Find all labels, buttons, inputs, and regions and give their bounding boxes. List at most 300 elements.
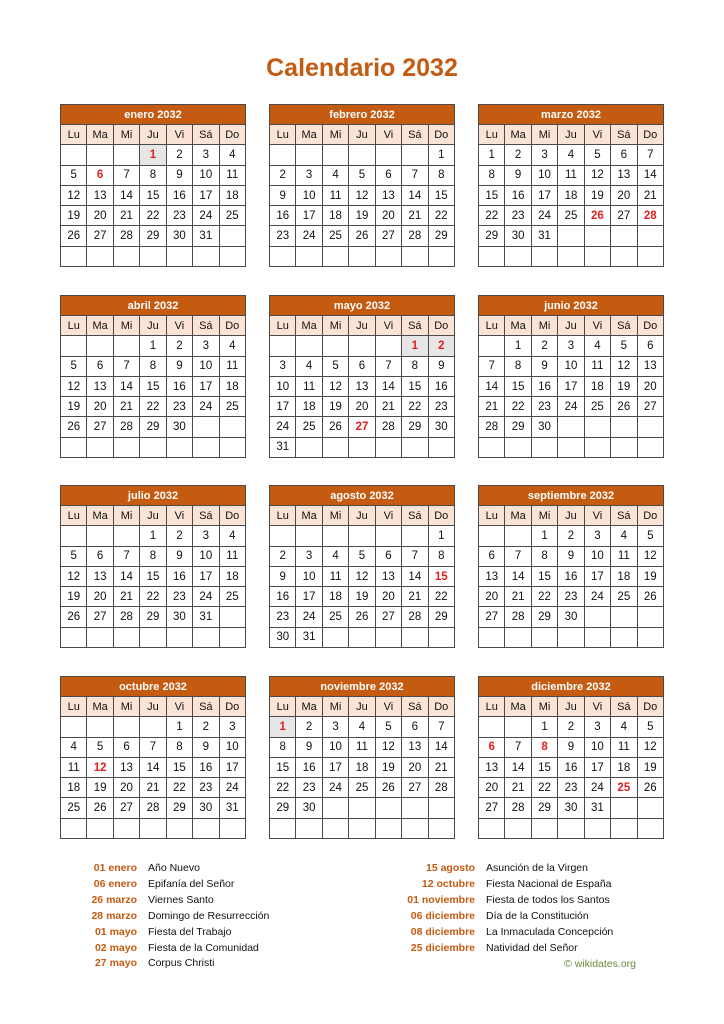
day-cell: 21 — [479, 397, 505, 417]
empty-day-cell — [166, 818, 192, 838]
empty-day-cell — [140, 717, 166, 737]
empty-day-cell — [193, 246, 219, 266]
day-cell: 17 — [296, 206, 322, 226]
empty-day-cell — [113, 246, 139, 266]
empty-day-cell — [166, 627, 192, 647]
day-cell: 9 — [505, 165, 531, 185]
day-cell: 31 — [531, 226, 557, 246]
day-cell: 25 — [349, 778, 375, 798]
day-cell: 31 — [270, 437, 296, 457]
day-cell: 27 — [402, 778, 428, 798]
day-cell: 12 — [637, 737, 663, 757]
empty-day-cell — [402, 818, 428, 838]
day-cell: 2 — [166, 145, 192, 165]
day-cell: 17 — [270, 397, 296, 417]
day-cell: 9 — [193, 737, 219, 757]
day-cell: 17 — [193, 185, 219, 205]
day-cell: 9 — [558, 737, 584, 757]
day-cell: 15 — [270, 757, 296, 777]
day-cell: 28 — [505, 607, 531, 627]
holiday-date: 25 diciembre — [410, 941, 475, 954]
weekday-label: Do — [637, 125, 663, 145]
empty-day-cell — [505, 526, 531, 546]
day-cell: 13 — [479, 566, 505, 586]
weekday-label: Lu — [479, 506, 505, 526]
day-cell: 30 — [166, 607, 192, 627]
day-cell: 23 — [428, 397, 454, 417]
day-cell: 23 — [166, 397, 192, 417]
day-cell: 14 — [402, 566, 428, 586]
empty-day-cell — [322, 627, 348, 647]
holiday-date: 15 agosto — [425, 862, 475, 874]
weekday-label: Ma — [87, 316, 113, 336]
day-cell: 10 — [322, 737, 348, 757]
day-cell: 29 — [140, 607, 166, 627]
day-cell: 9 — [166, 165, 192, 185]
day-cell: 3 — [193, 145, 219, 165]
empty-day-cell — [505, 717, 531, 737]
day-cell: 19 — [584, 185, 610, 205]
day-cell: 25 — [584, 397, 610, 417]
weekday-label: Ma — [296, 697, 322, 717]
holiday-date: 01 mayo — [94, 925, 137, 938]
day-cell: 11 — [584, 356, 610, 376]
empty-day-cell — [296, 526, 322, 546]
day-cell: 19 — [611, 376, 637, 396]
weekday-label: Sá — [611, 316, 637, 336]
day-cell: 8 — [428, 546, 454, 566]
day-cell: 18 — [61, 778, 87, 798]
holiday-day-cell: 2 — [428, 336, 454, 356]
day-cell: 15 — [531, 566, 557, 586]
day-cell: 28 — [375, 417, 401, 437]
day-cell: 8 — [140, 546, 166, 566]
day-cell: 18 — [322, 587, 348, 607]
empty-day-cell — [611, 226, 637, 246]
empty-day-cell — [375, 437, 401, 457]
day-cell: 19 — [637, 566, 663, 586]
day-cell: 29 — [270, 798, 296, 818]
day-cell: 28 — [113, 607, 139, 627]
day-cell: 6 — [479, 546, 505, 566]
empty-day-cell — [166, 246, 192, 266]
empty-day-cell — [61, 336, 87, 356]
holiday-day-cell: 25 — [611, 778, 637, 798]
day-cell: 19 — [61, 206, 87, 226]
day-cell: 22 — [166, 778, 192, 798]
day-cell: 13 — [375, 185, 401, 205]
weekday-label: Lu — [270, 506, 296, 526]
day-cell: 12 — [61, 566, 87, 586]
day-cell: 2 — [166, 336, 192, 356]
day-cell: 18 — [611, 757, 637, 777]
holiday-name: Corpus Christi — [148, 957, 215, 970]
empty-day-cell — [558, 246, 584, 266]
empty-day-cell — [584, 818, 610, 838]
day-cell: 6 — [375, 546, 401, 566]
holiday-day-cell: 8 — [531, 737, 557, 757]
day-cell: 16 — [296, 757, 322, 777]
day-cell: 17 — [322, 757, 348, 777]
weekday-label: Ju — [349, 125, 375, 145]
day-cell: 24 — [584, 587, 610, 607]
month-calendar — [478, 676, 664, 839]
page-title: Calendario 2032 — [266, 54, 458, 82]
empty-day-cell — [479, 437, 505, 457]
empty-day-cell — [402, 145, 428, 165]
day-cell: 28 — [402, 607, 428, 627]
holiday-name: La Inmaculada Concepción — [486, 925, 614, 938]
day-cell: 10 — [193, 546, 219, 566]
day-cell: 12 — [61, 376, 87, 396]
day-cell: 3 — [584, 526, 610, 546]
day-cell: 22 — [140, 206, 166, 226]
empty-day-cell — [637, 818, 663, 838]
empty-day-cell — [219, 607, 245, 627]
day-cell: 25 — [219, 397, 245, 417]
holiday-name: Fiesta de la Comunidad — [148, 941, 259, 954]
day-cell: 17 — [193, 566, 219, 586]
holiday-day-cell: 12 — [87, 757, 113, 777]
day-cell: 24 — [322, 778, 348, 798]
day-cell: 21 — [505, 587, 531, 607]
holiday-day-cell: 6 — [87, 165, 113, 185]
holiday-name: Año Nuevo — [148, 862, 200, 874]
empty-day-cell — [375, 145, 401, 165]
day-cell: 5 — [637, 717, 663, 737]
day-cell: 25 — [219, 587, 245, 607]
day-cell: 1 — [428, 526, 454, 546]
empty-day-cell — [87, 437, 113, 457]
holiday-day-cell: 27 — [349, 417, 375, 437]
day-cell: 8 — [270, 737, 296, 757]
day-cell: 8 — [531, 546, 557, 566]
day-cell: 11 — [349, 737, 375, 757]
weekday-label: Lu — [479, 125, 505, 145]
day-cell: 5 — [584, 145, 610, 165]
empty-day-cell — [113, 818, 139, 838]
weekday-label: Ju — [140, 506, 166, 526]
holiday-name: Fiesta de todos los Santos — [486, 893, 610, 906]
empty-day-cell — [270, 246, 296, 266]
weekday-label: Mi — [531, 506, 557, 526]
day-cell: 31 — [193, 607, 219, 627]
day-cell: 29 — [531, 607, 557, 627]
weekday-label: Vi — [166, 697, 192, 717]
empty-day-cell — [505, 437, 531, 457]
day-cell: 28 — [402, 226, 428, 246]
holiday-item — [372, 925, 613, 941]
holiday-day-cell: 15 — [428, 566, 454, 586]
day-cell: 27 — [479, 607, 505, 627]
holiday-item — [60, 893, 269, 909]
weekday-label: Do — [428, 125, 454, 145]
day-cell: 24 — [193, 587, 219, 607]
day-cell: 15 — [505, 376, 531, 396]
weekday-label: Mi — [322, 697, 348, 717]
day-cell: 25 — [611, 587, 637, 607]
day-cell: 24 — [193, 397, 219, 417]
weekday-label: Mi — [322, 316, 348, 336]
weekday-label: Sá — [402, 506, 428, 526]
empty-day-cell — [531, 818, 557, 838]
day-cell: 30 — [193, 798, 219, 818]
day-cell: 20 — [402, 757, 428, 777]
empty-day-cell — [87, 526, 113, 546]
month-calendar — [60, 104, 246, 267]
weekday-label: Mi — [113, 506, 139, 526]
day-cell: 30 — [558, 798, 584, 818]
day-cell: 24 — [531, 206, 557, 226]
day-cell: 25 — [558, 206, 584, 226]
weekday-label: Ma — [87, 506, 113, 526]
month-name: abril 2032 — [61, 296, 246, 316]
day-cell: 23 — [166, 206, 192, 226]
day-cell: 8 — [505, 356, 531, 376]
day-cell: 12 — [61, 185, 87, 205]
day-cell: 6 — [611, 145, 637, 165]
holiday-day-cell: 1 — [402, 336, 428, 356]
day-cell: 30 — [296, 798, 322, 818]
day-cell: 28 — [113, 226, 139, 246]
day-cell: 27 — [87, 607, 113, 627]
day-cell: 19 — [349, 206, 375, 226]
holiday-date: 06 enero — [93, 877, 137, 890]
day-cell: 11 — [296, 376, 322, 396]
empty-day-cell — [479, 246, 505, 266]
day-cell: 13 — [87, 376, 113, 396]
day-cell: 5 — [322, 356, 348, 376]
day-cell: 29 — [479, 226, 505, 246]
weekday-label: Lu — [61, 506, 87, 526]
day-cell: 24 — [558, 397, 584, 417]
empty-day-cell — [87, 717, 113, 737]
holiday-date: 12 octubre — [421, 877, 475, 890]
empty-day-cell — [193, 818, 219, 838]
empty-day-cell — [375, 526, 401, 546]
day-cell: 4 — [322, 546, 348, 566]
holiday-date: 28 marzo — [91, 909, 137, 922]
day-cell: 16 — [166, 185, 192, 205]
day-cell: 10 — [584, 737, 610, 757]
day-cell: 9 — [428, 356, 454, 376]
day-cell: 7 — [637, 145, 663, 165]
day-cell: 8 — [140, 165, 166, 185]
empty-day-cell — [611, 627, 637, 647]
day-cell: 7 — [505, 737, 531, 757]
day-cell: 27 — [611, 206, 637, 226]
day-cell: 7 — [113, 546, 139, 566]
day-cell: 10 — [558, 356, 584, 376]
month-calendar — [60, 295, 246, 458]
day-cell: 16 — [270, 206, 296, 226]
day-cell: 4 — [219, 145, 245, 165]
day-cell: 2 — [193, 717, 219, 737]
day-cell: 22 — [428, 587, 454, 607]
weekday-label: Sá — [193, 125, 219, 145]
weekday-label: Do — [428, 697, 454, 717]
day-cell: 2 — [558, 717, 584, 737]
day-cell: 6 — [402, 717, 428, 737]
empty-day-cell — [375, 818, 401, 838]
day-cell: 18 — [296, 397, 322, 417]
empty-day-cell — [322, 526, 348, 546]
day-cell: 14 — [113, 566, 139, 586]
day-cell: 7 — [479, 356, 505, 376]
weekday-label: Vi — [166, 125, 192, 145]
empty-day-cell — [584, 246, 610, 266]
day-cell: 26 — [61, 417, 87, 437]
month-name: septiembre 2032 — [479, 486, 664, 506]
day-cell: 30 — [505, 226, 531, 246]
day-cell: 6 — [113, 737, 139, 757]
day-cell: 20 — [375, 206, 401, 226]
empty-day-cell — [296, 336, 322, 356]
holiday-date: 27 mayo — [94, 957, 137, 970]
empty-day-cell — [193, 437, 219, 457]
day-cell: 30 — [531, 417, 557, 437]
day-cell: 10 — [219, 737, 245, 757]
holiday-item — [60, 941, 269, 957]
weekday-label: Vi — [584, 506, 610, 526]
day-cell: 14 — [505, 566, 531, 586]
day-cell: 26 — [349, 607, 375, 627]
day-cell: 4 — [349, 717, 375, 737]
day-cell: 17 — [219, 757, 245, 777]
day-cell: 9 — [270, 566, 296, 586]
day-cell: 16 — [558, 566, 584, 586]
day-cell: 2 — [270, 165, 296, 185]
empty-day-cell — [219, 818, 245, 838]
weekday-label: Ju — [558, 506, 584, 526]
empty-day-cell — [270, 818, 296, 838]
empty-day-cell — [349, 627, 375, 647]
empty-day-cell — [428, 627, 454, 647]
day-cell: 22 — [140, 397, 166, 417]
day-cell: 19 — [322, 397, 348, 417]
day-cell: 31 — [584, 798, 610, 818]
day-cell: 16 — [166, 566, 192, 586]
day-cell: 14 — [113, 376, 139, 396]
day-cell: 3 — [296, 165, 322, 185]
month-name: junio 2032 — [479, 296, 664, 316]
day-cell: 13 — [402, 737, 428, 757]
day-cell: 21 — [113, 587, 139, 607]
day-cell: 7 — [140, 737, 166, 757]
day-cell: 20 — [375, 587, 401, 607]
day-cell: 23 — [558, 587, 584, 607]
empty-day-cell — [349, 437, 375, 457]
day-cell: 15 — [428, 185, 454, 205]
day-cell: 9 — [558, 546, 584, 566]
day-cell: 6 — [349, 356, 375, 376]
day-cell: 1 — [479, 145, 505, 165]
day-cell: 18 — [219, 566, 245, 586]
day-cell: 14 — [637, 165, 663, 185]
month-name: febrero 2032 — [270, 105, 455, 125]
day-cell: 2 — [505, 145, 531, 165]
day-cell: 29 — [166, 798, 192, 818]
day-cell: 21 — [505, 778, 531, 798]
weekday-label: Mi — [531, 316, 557, 336]
day-cell: 30 — [166, 226, 192, 246]
weekday-label: Ma — [87, 697, 113, 717]
day-cell: 9 — [296, 737, 322, 757]
holiday-day-cell: 6 — [479, 737, 505, 757]
empty-day-cell — [219, 246, 245, 266]
day-cell: 24 — [193, 206, 219, 226]
day-cell: 22 — [270, 778, 296, 798]
day-cell: 21 — [402, 206, 428, 226]
day-cell: 19 — [349, 587, 375, 607]
day-cell: 4 — [219, 336, 245, 356]
day-cell: 25 — [296, 417, 322, 437]
day-cell: 14 — [113, 185, 139, 205]
empty-day-cell — [402, 437, 428, 457]
empty-day-cell — [637, 607, 663, 627]
holiday-date: 08 diciembre — [410, 925, 475, 938]
empty-day-cell — [87, 627, 113, 647]
day-cell: 19 — [87, 778, 113, 798]
day-cell: 26 — [61, 607, 87, 627]
empty-day-cell — [479, 717, 505, 737]
weekday-label: Lu — [270, 697, 296, 717]
day-cell: 7 — [375, 356, 401, 376]
empty-day-cell — [611, 437, 637, 457]
day-cell: 3 — [322, 717, 348, 737]
day-cell: 22 — [428, 206, 454, 226]
weekday-label: Ma — [296, 506, 322, 526]
day-cell: 11 — [611, 546, 637, 566]
weekday-label: Lu — [270, 316, 296, 336]
day-cell: 6 — [87, 356, 113, 376]
day-cell: 16 — [193, 757, 219, 777]
day-cell: 12 — [375, 737, 401, 757]
day-cell: 10 — [193, 165, 219, 185]
day-cell: 22 — [505, 397, 531, 417]
month-calendar — [60, 485, 246, 648]
empty-day-cell — [296, 145, 322, 165]
weekday-label: Ju — [349, 316, 375, 336]
weekday-label: Ju — [349, 506, 375, 526]
weekday-label: Vi — [375, 506, 401, 526]
day-cell: 11 — [61, 757, 87, 777]
empty-day-cell — [193, 417, 219, 437]
empty-day-cell — [349, 526, 375, 546]
weekday-label: Ju — [140, 125, 166, 145]
day-cell: 13 — [375, 566, 401, 586]
weekday-label: Sá — [611, 125, 637, 145]
day-cell: 9 — [531, 356, 557, 376]
holiday-item — [372, 909, 613, 925]
day-cell: 15 — [402, 376, 428, 396]
empty-day-cell — [428, 246, 454, 266]
day-cell: 22 — [531, 778, 557, 798]
day-cell: 2 — [558, 526, 584, 546]
weekday-label: Do — [637, 697, 663, 717]
weekday-label: Mi — [531, 697, 557, 717]
weekday-label: Ju — [558, 697, 584, 717]
empty-day-cell — [479, 526, 505, 546]
month-calendar — [269, 485, 455, 648]
day-cell: 17 — [584, 566, 610, 586]
empty-day-cell — [637, 226, 663, 246]
day-cell: 25 — [61, 798, 87, 818]
day-cell: 27 — [637, 397, 663, 417]
empty-day-cell — [87, 818, 113, 838]
day-cell: 27 — [87, 417, 113, 437]
day-cell: 13 — [349, 376, 375, 396]
